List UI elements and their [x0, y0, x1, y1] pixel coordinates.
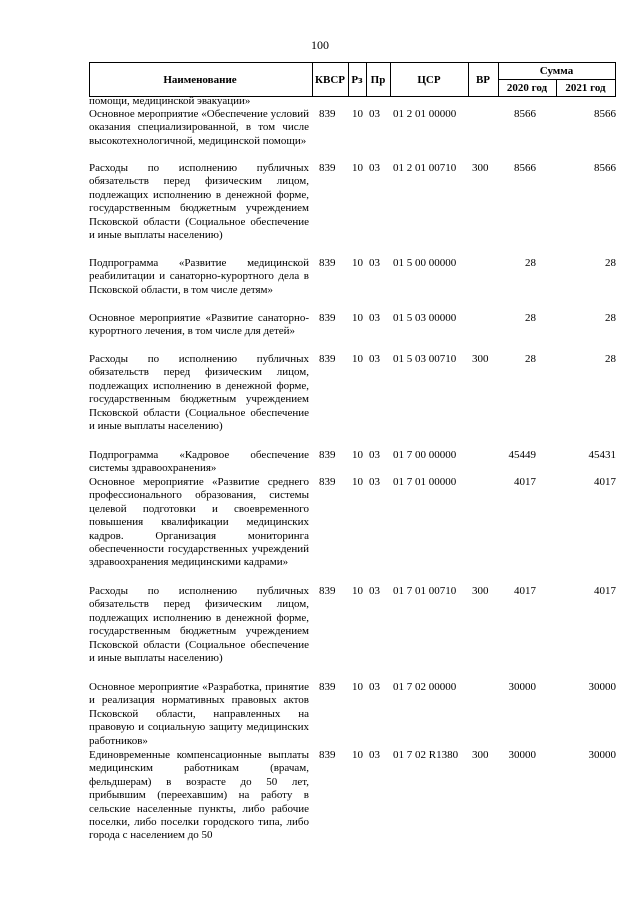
- row-rz: 10: [352, 312, 363, 324]
- row-rz: 10: [352, 449, 363, 461]
- table-row: [89, 353, 616, 449]
- row-sum-2020: 45449: [508, 449, 536, 461]
- row-sum-2020: 30000: [508, 749, 536, 761]
- row-vr: 300: [472, 749, 489, 761]
- row-name: Основное мероприятие «Обеспечение условий оказания специализированной, в том числе высокотехнологичной, медицинской помощи»: [89, 108, 309, 147]
- row-sum-2021: 45431: [588, 449, 616, 461]
- row-vr: 300: [472, 353, 489, 365]
- row-vr: 300: [472, 585, 489, 597]
- row-name: Расходы по исполнению публичных обязательств перед физическим лицом, подлежащих исполнению в денежной форме, государственным бюджетным учреждением Псковской области (Социальное обеспечение и иные выплаты населению): [89, 162, 309, 242]
- row-csr: 01 2 01 00710: [393, 162, 457, 174]
- table-row: [89, 257, 616, 312]
- row-sum-2021: 30000: [588, 681, 616, 693]
- header-sum: Сумма: [539, 65, 574, 77]
- table-header: [89, 62, 616, 97]
- row-sum-2021: 4017: [594, 585, 616, 597]
- row-name: Основное мероприятие «Развитие санаторно-курортного лечения, в том числе для детей»: [89, 312, 309, 338]
- row-csr: 01 7 01 00710: [393, 585, 457, 597]
- table-row: [89, 312, 616, 353]
- row-name: Основное мероприятие «Развитие среднего профессионального образования, системы целевой подготовки и своевременного повышения квалификации медицинских кадров. Организация мониторинга обеспеченности государственных учреждений здравоохранения медицинскими кадрами»: [89, 476, 309, 569]
- row-sum-2021: 28: [605, 353, 616, 365]
- row-rz: 10: [352, 681, 363, 693]
- row-pr: 03: [369, 681, 380, 693]
- row-pr: 03: [369, 162, 380, 174]
- row-csr: 01 7 02 00000: [393, 681, 457, 693]
- row-name: Расходы по исполнению публичных обязательств перед физическим лицом, подлежащих исполнению в денежной форме, государственным бюджетным учреждением Псковской области (Социальное обеспечение и иные выплаты населению): [89, 353, 309, 433]
- row-rz: 10: [352, 162, 363, 174]
- row-sum-2021: 4017: [594, 476, 616, 488]
- row-sum-2020: 30000: [508, 681, 536, 693]
- row-name: Основное мероприятие «Разработка, принятие и реализация нормативных правовых актов Псковской области, направленных на правовую и социальную защиту медицинских работников»: [89, 681, 309, 747]
- header-2020: 2020 год: [506, 82, 548, 94]
- row-kvsr: 839: [319, 353, 336, 365]
- row-csr: 01 5 03 00000: [393, 312, 457, 324]
- row-sum-2020: 8566: [514, 162, 536, 174]
- header-2021: 2021 год: [565, 82, 606, 94]
- row-name: помощи, медицинской эвакуации»: [89, 95, 251, 107]
- row-kvsr: 839: [319, 585, 336, 597]
- table-row: [89, 585, 616, 681]
- row-pr: 03: [369, 749, 380, 761]
- row-sum-2020: 28: [525, 312, 536, 324]
- row-rz: 10: [352, 108, 363, 120]
- row-pr: 03: [369, 312, 380, 324]
- row-sum-2020: 28: [525, 257, 536, 269]
- row-kvsr: 839: [319, 749, 336, 761]
- row-csr: 01 2 01 00000: [393, 108, 457, 120]
- row-sum-2021: 8566: [594, 162, 616, 174]
- row-sum-2021: 30000: [588, 749, 616, 761]
- header-name: Наименование: [163, 73, 237, 86]
- row-kvsr: 839: [319, 162, 336, 174]
- row-kvsr: 839: [319, 312, 336, 324]
- table-row: [89, 95, 616, 108]
- table-row: [89, 681, 616, 749]
- row-csr: 01 7 01 00000: [393, 476, 457, 488]
- row-sum-2021: 28: [605, 257, 616, 269]
- row-name: Расходы по исполнению публичных обязательств перед физическим лицом, подлежащих исполнению в денежной форме, государственным бюджетным учреждением Псковской области (Социальное обеспечение и иные выплаты населению): [89, 585, 309, 665]
- row-sum-2021: 28: [605, 312, 616, 324]
- row-csr: 01 7 02 R1380: [393, 749, 459, 761]
- row-vr: 300: [472, 162, 489, 174]
- table-row: [89, 749, 616, 845]
- row-name: Единовременные компенсационные выплаты медицинским работникам (врачам, фельдшерам) в возрасте до 50 лет, прибывшим (переехавшим) на работу в сельские населенные пункты, либо рабочие поселки, либо поселки городского типа, либо города с населением до 50: [89, 749, 309, 842]
- row-sum-2020: 4017: [514, 476, 536, 488]
- table-row: [89, 476, 616, 585]
- header-rz: Рз: [351, 73, 363, 86]
- row-pr: 03: [369, 257, 380, 269]
- row-pr: 03: [369, 449, 380, 461]
- row-kvsr: 839: [319, 476, 336, 488]
- row-rz: 10: [352, 585, 363, 597]
- header-csr: ЦСР: [417, 73, 441, 86]
- row-kvsr: 839: [319, 449, 336, 461]
- row-rz: 10: [352, 257, 363, 269]
- row-pr: 03: [369, 476, 380, 488]
- row-name: Подпрограмма «Кадровое обеспечение системы здравоохранения»: [89, 449, 309, 475]
- row-kvsr: 839: [319, 257, 336, 269]
- row-sum-2020: 8566: [514, 108, 536, 120]
- row-csr: 01 7 00 00000: [393, 449, 457, 461]
- header-pr: Пр: [370, 73, 386, 86]
- row-csr: 01 5 03 00710: [393, 353, 457, 365]
- row-sum-2021: 8566: [594, 108, 616, 120]
- table-row: [89, 108, 616, 162]
- row-rz: 10: [352, 749, 363, 761]
- table-body: [89, 95, 616, 845]
- table-row: [89, 449, 616, 476]
- row-sum-2020: 4017: [514, 585, 536, 597]
- row-csr: 01 5 00 00000: [393, 257, 457, 269]
- row-pr: 03: [369, 585, 380, 597]
- row-pr: 03: [369, 108, 380, 120]
- table-row: [89, 162, 616, 257]
- row-rz: 10: [352, 353, 363, 365]
- row-kvsr: 839: [319, 681, 336, 693]
- row-rz: 10: [352, 476, 363, 488]
- row-kvsr: 839: [319, 108, 336, 120]
- header-vr: ВР: [475, 73, 491, 86]
- row-pr: 03: [369, 353, 380, 365]
- row-name: Подпрограмма «Развитие медицинской реабилитации и санаторно-курортного дела в Псковской области, в том числе детям»: [89, 257, 309, 296]
- header-kvsr: КВСР: [315, 73, 345, 86]
- row-sum-2020: 28: [525, 353, 536, 365]
- page-number: 100: [311, 38, 329, 52]
